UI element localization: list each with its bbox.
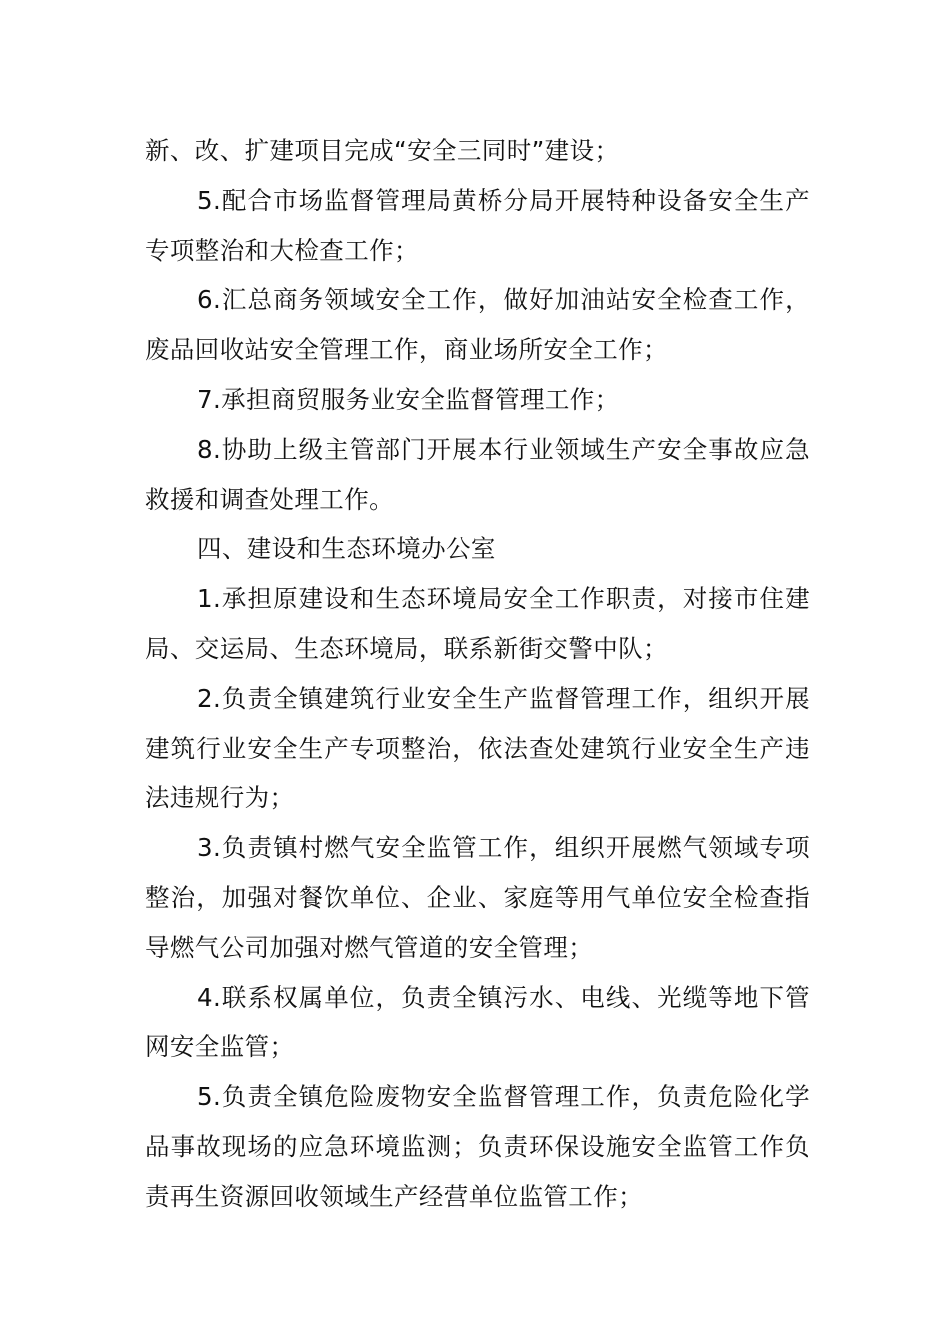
paragraph-item-8-emergency: 8.协助上级主管部门开展本行业领域生产安全事故应急救援和调查处理工作。 — [145, 434, 810, 514]
paragraph-item-1-liaison: 1.承担原建设和生态环境局安全工作职责，对接市住建局、交运局、生态环境局，联系新街交警中队； — [145, 584, 810, 663]
paragraph-continuation: 新、改、扩建项目完成“安全三同时”建设； — [145, 136, 620, 165]
paragraph-item-5-hazardous-waste: 5.负责全镇危险废物安全监督管理工作，负责危险化学品事故现场的应急环境监测；负责环保设施安全监管工作负责再生资源回收领域生产经营单位监管工作； — [145, 1082, 810, 1211]
paragraph-item-4-pipeline: 4.联系权属单位，负责全镇污水、电线、光缆等地下管网安全监管； — [145, 982, 810, 1062]
paragraph-item-7-trade: 7.承担商贸服务业安全监督管理工作； — [197, 384, 620, 414]
section-heading-construction-office: 四、建设和生态环境办公室 — [197, 534, 496, 564]
paragraph-item-6-commerce: 6.汇总商务领域安全工作，做好加油站安全检查工作，废品回收站安全管理工作，商业场所安全工作； — [145, 285, 810, 365]
document-body — [145, 126, 810, 1222]
paragraph-item-2-construction: 2.负责全镇建筑行业安全生产监督管理工作，组织开展建筑行业安全生产专项整治，依法查处建筑行业安全生产违法违规行为； — [145, 683, 810, 813]
paragraph-item-3-gas: 3.负责镇村燃气安全监管工作，组织开展燃气领域专项整治，加强对餐饮单位、企业、家庭等用气单位安全检查指导燃气公司加强对燃气管道的安全管理； — [145, 833, 810, 962]
paragraph-item-5-market: 5.配合市场监督管理局黄桥分局开展特种设备安全生产专项整治和大检查工作； — [145, 185, 810, 265]
